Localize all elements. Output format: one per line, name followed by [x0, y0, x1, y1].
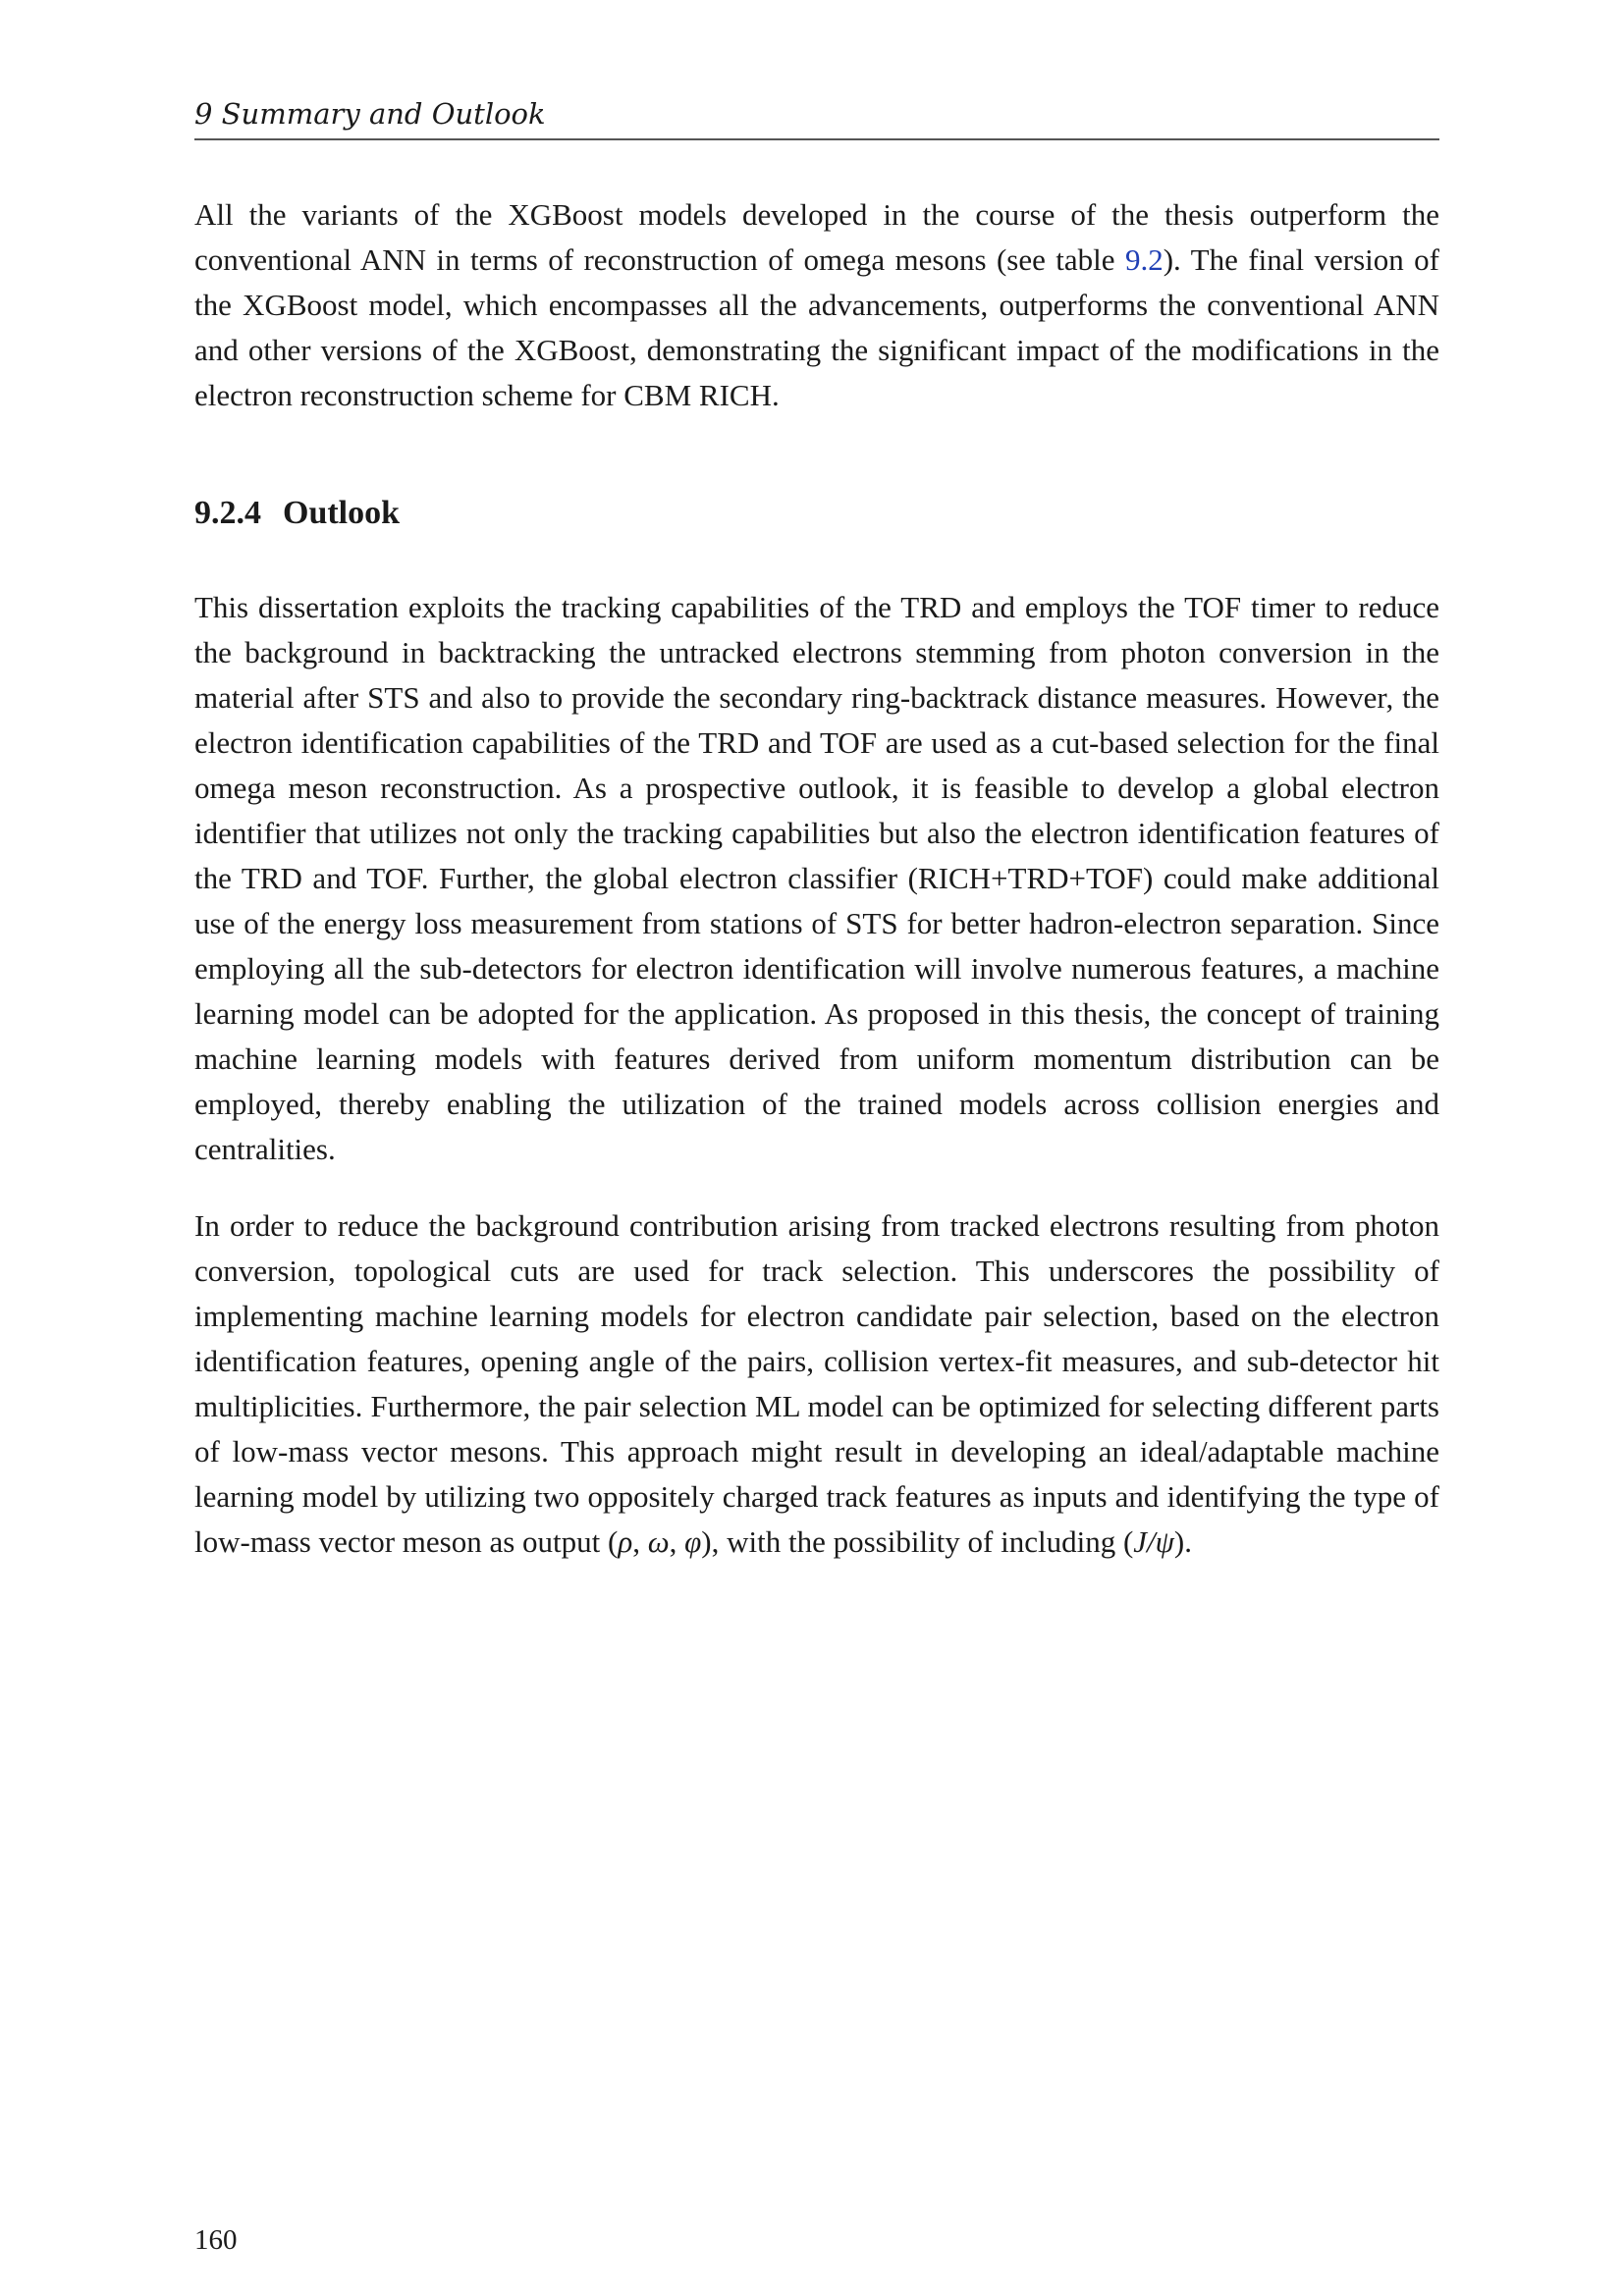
- math-separator: ,: [669, 1524, 685, 1559]
- math-jpsi: J/ψ: [1133, 1524, 1174, 1559]
- paragraph-text: ).: [1173, 1524, 1192, 1559]
- section-number: 9.2.4: [194, 495, 261, 531]
- paragraph-text: All the variants of the XGBoost models developed in the course of the thesis outperform the conventional ANN in terms of reconstruction of omega mesons (see table: [194, 197, 1439, 277]
- running-header: 9 Summary and Outlook: [194, 97, 546, 131]
- math-phi: φ: [684, 1524, 702, 1559]
- paragraph-text: In order to reduce the background contribution arising from tracked electrons resulting from photon conversion, topological cuts are used for track selection. This underscores the possibility of implementing machine learning models for electron candidate pair selection, based on the electron identification features, opening angle of the pairs, collision vertex-fit measures, and sub-detector hit multiplicities. Furthermore, the pair selection ML model can be optimized for selecting different parts of low-mass vector mesons. This approach might result in developing an ideal/adaptable machine learning model by utilizing two oppositely charged track features as inputs and identifying the type of low-mass vector meson as output (: [194, 1208, 1439, 1559]
- paragraph-text: ), with the possibility of including (: [701, 1524, 1134, 1559]
- table-reference-link[interactable]: 9.2: [1124, 242, 1164, 277]
- section-title: Outlook: [283, 495, 401, 531]
- header-rule: [194, 138, 1439, 140]
- page-number: 160: [194, 2224, 238, 2256]
- paragraph-summary: [194, 192, 1439, 418]
- paragraph-text: ). The final version of the XGBoost model, which encompasses all the advancements, outperforms the conventional ANN and other versions of the XGBoost, demonstrating the significant impact of the modifications in the electron reconstruction scheme for CBM RICH.: [194, 242, 1439, 412]
- paragraph-outlook-1: This dissertation exploits the tracking capabilities of the TRD and employs the TOF timer to reduce the background in backtracking the untracked electrons stemming from photon conversion in the material after STS and also to provide the secondary ring-backtrack distance measures. However, the electron identification capabilities of the TRD and TOF are used as a cut-based selection for the final omega meson reconstruction. As a prospective outlook, it is feasible to develop a global electron identifier that utilizes not only the tracking capabilities but also the electron identification features of the TRD and TOF. Further, the global electron classifier (RICH+TRD+TOF) could make additional use of the energy loss measurement from stations of STS for better hadron-electron separation. Since employing all the sub-detectors for electron identification will involve numerous features, a machine learning model can be adopted for the application. As proposed in this thesis, the concept of training machine learning models with features derived from uniform momentum distribution can be employed, thereby enabling the utilization of the trained models across collision energies and centralities.: [194, 590, 1439, 1166]
- math-omega: ω: [647, 1524, 670, 1559]
- paragraph-outlook-2: [194, 1203, 1439, 1565]
- math-rho: ρ: [618, 1524, 633, 1559]
- math-separator: ,: [632, 1524, 648, 1559]
- section-heading: [194, 491, 1439, 536]
